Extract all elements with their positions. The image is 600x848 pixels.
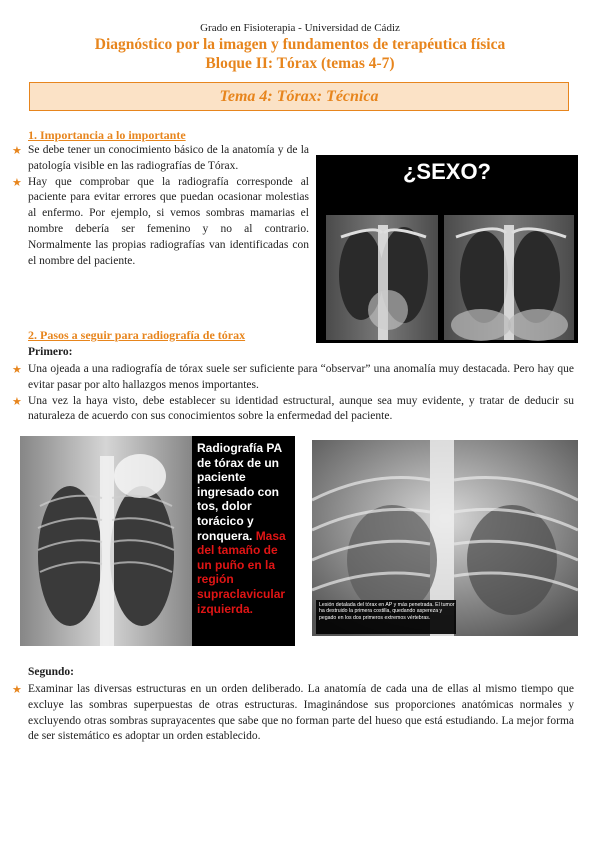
section2-title: 2. Pasos a seguir para radiografía de tórax — [28, 328, 246, 342]
block-title: Bloque II: Tórax (temas 4-7) — [205, 55, 395, 72]
sex-xray-image — [316, 155, 578, 343]
section1-title: 1. Importancia a lo importante — [28, 128, 186, 142]
second-bullets — [12, 682, 574, 745]
bullet-text: Examinar las diversas estructuras en un orden deliberado. La anatomía de cada una de ellas al mismo tiempo que excluye las sombras superpuestas de otras estructuras. Imaginándose sus proporciones anatómicas normales y excluyendo otras sombras suprayacentes que sabe que no forman parte del hueso que está estudiando. La mejor forma de ser sistemático es adoptar un orden establecido. — [28, 683, 574, 743]
section1-bullets — [12, 143, 309, 269]
list-item — [12, 362, 574, 394]
ap-xray-figure — [312, 440, 578, 636]
first-bullets — [12, 362, 574, 425]
bullet-text: Hay que comprobar que la radiografía corresponde al paciente para evitar errores que puedan ocasionar molestias al enfermo. Por ejemplo, si vemos sombras mamarias el nombre debería ser femenino y no al contrario. Normalmente las propias radiografías van identificadas con el nombre del paciente. — [28, 175, 309, 267]
caption-white-text: Radiografía PA de tórax de un paciente ingresado con tos, dolor torácico y ronquera. — [197, 441, 282, 543]
star-icon: ★ — [12, 684, 22, 696]
star-icon: ★ — [12, 176, 22, 189]
sex-caption: ¿SEXO? — [402, 159, 491, 184]
topic-title: Tema 4: Tórax: Técnica — [219, 88, 379, 105]
caption-red-text: Masa del tamaño de un puño en la región supraclavicular izquierda. — [197, 528, 286, 616]
ap-xray-caption: Lesión detalada del tórax en AP y más penetrada. El tumor ha destruido la primera costilla, quedando aspereza y pegado en los dos primeros extremos vértebras. — [319, 602, 455, 621]
first-label: Primero: — [28, 346, 73, 358]
star-icon: ★ — [12, 395, 22, 408]
list-item — [12, 143, 309, 175]
list-item — [12, 175, 309, 270]
star-icon: ★ — [12, 364, 22, 376]
list-item — [12, 394, 574, 426]
course-title: Diagnóstico por la imagen y fundamentos de terapéutica física — [94, 36, 506, 53]
pa-xray-caption — [197, 441, 293, 616]
list-item — [12, 682, 574, 745]
second-label: Segundo: — [28, 666, 75, 678]
bullet-text: Una vez la haya visto, debe establecer su identidad estructural, aunque sea muy evidente, y tratar de deducir su naturaleza de acuerdo con sus conocimientos sobre la enfermedad del paciente. — [28, 394, 574, 423]
bullet-text: Una ojeada a una radiografía de tórax suele ser suficiente para “observar” una anomalía muy destacada. Pero hay que evitar pasar por alto hallazgos menos importantes. — [28, 363, 574, 391]
pa-xray-figure — [20, 436, 295, 646]
institution-line: Grado en Fisioterapia - Universidad de Cádiz — [200, 22, 400, 34]
bullet-text: Se debe tener un conocimiento básico de la anatomía y de la patología visible en las radiografías de Tórax. — [28, 144, 309, 172]
topic-banner — [29, 82, 569, 111]
star-icon: ★ — [12, 145, 22, 157]
